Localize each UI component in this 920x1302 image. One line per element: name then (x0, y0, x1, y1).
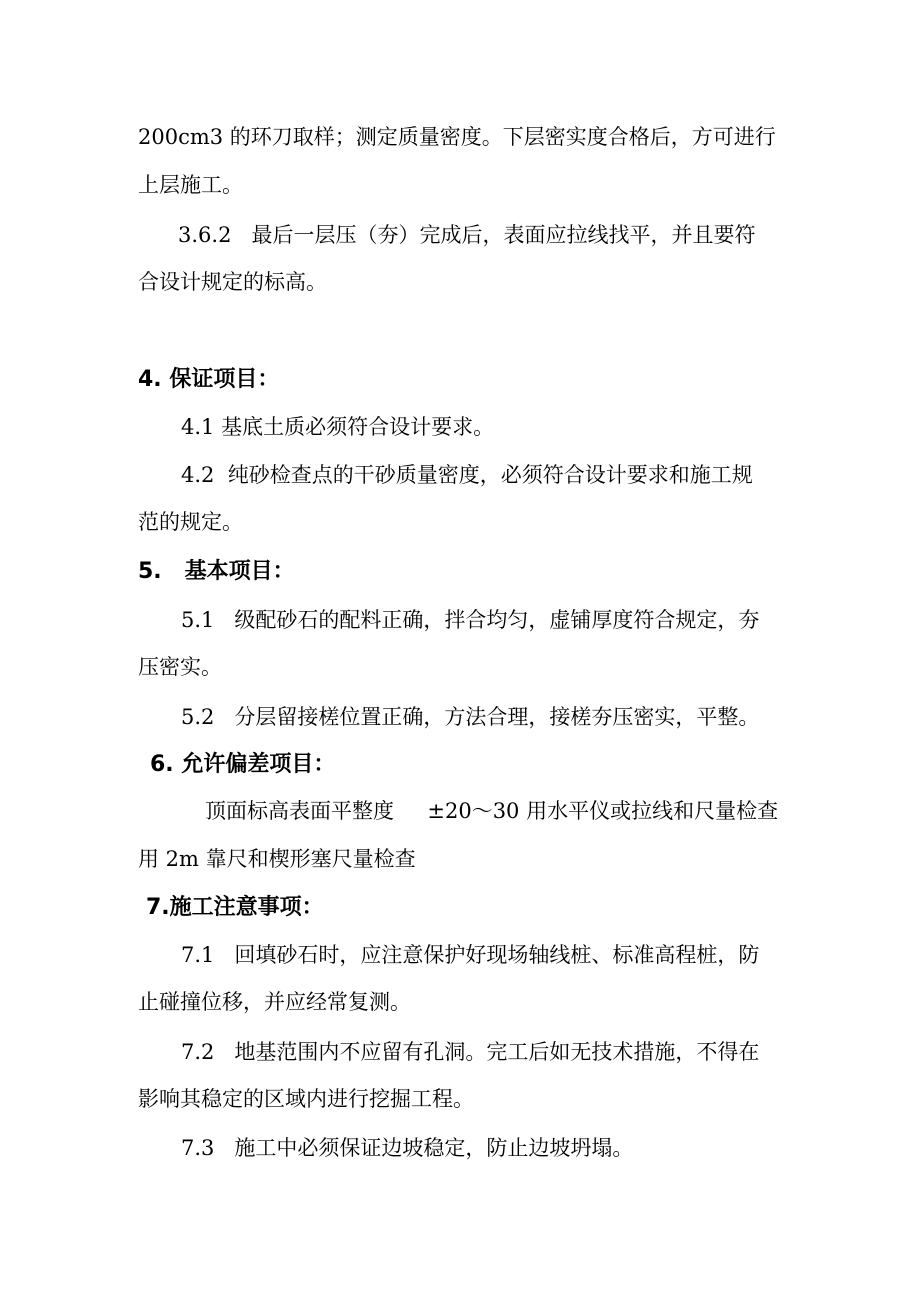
section-heading: 5. 基本项目： (138, 559, 295, 584)
paragraph-line: 4.1 基底土质必须符合设计要求。 (181, 415, 495, 439)
section-heading: 6. 允许偏差项目： (150, 752, 336, 777)
paragraph-line: 5.2 分层留接槎位置正确，方法合理，接槎夯压密实，平整。 (181, 705, 760, 729)
paragraph-line: 7.3 施工中必须保证边坡稳定，防止边坡坍塌。 (181, 1136, 634, 1160)
paragraph-line: 影响其稳定的区域内进行挖掘工程。 (138, 1087, 474, 1111)
section-heading: 7.施工注意事项： (146, 895, 324, 920)
paragraph-line: 4.2 纯砂检查点的干砂质量密度，必须符合设计要求和施工规 (181, 463, 753, 487)
paragraph-line: 压密实。 (138, 655, 222, 679)
paragraph-line: 止碰撞位移，并应经常复测。 (138, 990, 411, 1014)
paragraph-line: 5.1 级配砂石的配料正确，拌合均匀，虚铺厚度符合规定，夯 (181, 608, 760, 632)
section-heading: 4. 保证项目： (138, 367, 280, 392)
paragraph-line: 上层施工。 (138, 173, 243, 197)
paragraph-line: 7.1 回填砂石时，应注意保护好现场轴线桩、标准高程桩，防 (181, 943, 760, 967)
paragraph-line: 200cm3 的环刀取样；测定质量密度。下层密实度合格后，方可进行 (138, 125, 776, 149)
paragraph-line: 7.2 地基范围内不应留有孔洞。完工后如无技术措施，不得在 (181, 1040, 760, 1064)
paragraph-line: 用 2m 靠尺和楔形塞尺量检查 (138, 847, 416, 871)
paragraph-line: 范的规定。 (138, 510, 243, 534)
paragraph-line: 3.6.2 最后一层压（夯）完成后，表面应拉线找平，并且要符 (178, 223, 756, 247)
paragraph-line: 顶面标高表面平整度 ±20～30 用水平仪或拉线和尺量检查 (205, 799, 779, 823)
paragraph-line: 合设计规定的标高。 (138, 270, 327, 294)
